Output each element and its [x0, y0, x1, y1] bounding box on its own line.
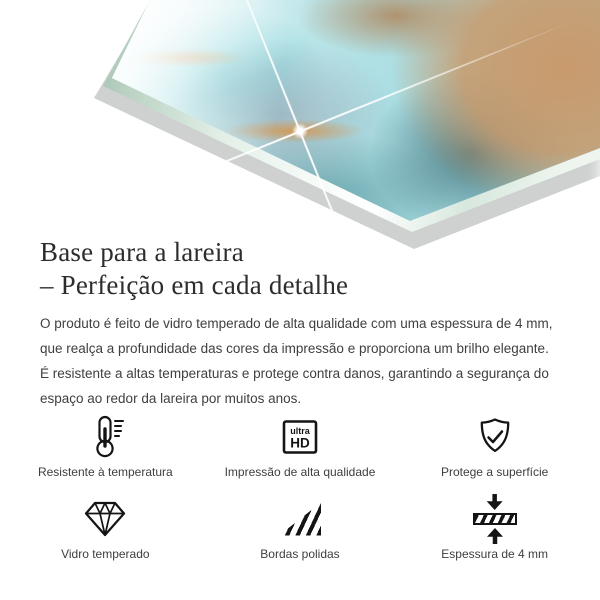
page-title-line1: Base para a lareira	[40, 237, 244, 267]
thermometer-icon	[82, 413, 128, 461]
product-description: O produto é feito de vidro temperado de alta qualidade com uma espessura de 4 mm, que realça a profundidade das cores da impressão e proporciona um brilho elegante. É resistente a altas temperaturas e protege contra danos, garantindo a segurança do espaço ao redor da lareira por muitos anos.	[40, 316, 553, 406]
feature-grid	[8, 413, 592, 561]
feature-label: Resistente à temperatura	[37, 465, 173, 479]
thickness-arrows-icon	[473, 495, 517, 543]
feature-label: Protege a superfície	[440, 465, 549, 479]
ultra-text: ultra	[290, 426, 310, 436]
feature-print-quality	[225, 413, 376, 479]
feature-label: Bordas polidas	[260, 547, 340, 561]
feature-label: Impressão de alta qualidade	[224, 465, 376, 479]
shield-check-icon	[474, 413, 516, 461]
feature-label: Espessura de 4 mm	[441, 547, 549, 561]
page-title-line2: – Perfeição em cada detalhe	[40, 270, 349, 300]
feature-surface-protection	[441, 413, 548, 479]
page-title	[40, 236, 560, 302]
feature-thickness	[441, 495, 548, 561]
feature-label: Vidro temperado	[61, 547, 150, 561]
diamond-icon	[82, 495, 128, 543]
ultra-hd-icon	[280, 413, 320, 461]
product-photo	[0, 0, 600, 236]
hd-text: HD	[290, 435, 310, 451]
glass-panel-art	[0, 0, 600, 262]
feature-tempered-glass	[61, 495, 150, 561]
feature-temperature	[38, 413, 173, 479]
feature-polished-edges	[260, 495, 339, 561]
polished-edges-icon	[279, 495, 321, 543]
